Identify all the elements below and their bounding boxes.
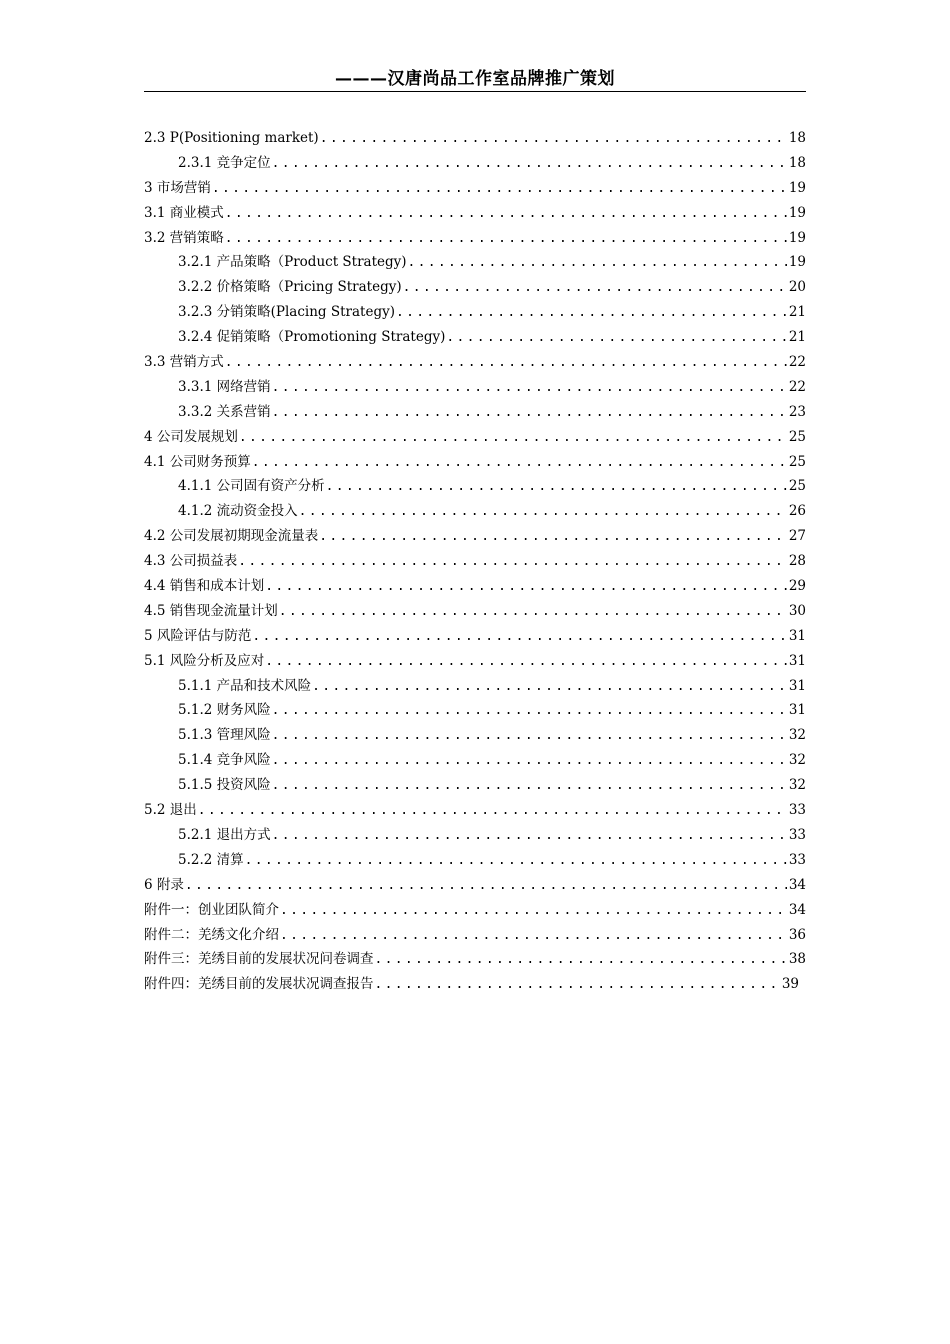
toc-entry-label: 5.1.4 竞争风险: [178, 752, 271, 769]
toc-entry[interactable]: [144, 649, 806, 674]
toc-dot-leader: [312, 675, 787, 699]
toc-entry-label: 附件三：羌绣目前的发展状况问卷调查: [144, 951, 374, 968]
toc-entry-label: 附件四：羌绣目前的发展状况调查报告: [144, 976, 374, 993]
toc-entry-label: 3.2 营销策略: [144, 229, 224, 246]
toc-entry-page-number: 28: [788, 553, 806, 570]
toc-entry-page-number: 29: [788, 578, 806, 595]
toc-entry-page-number: 19: [788, 204, 806, 221]
toc-entry[interactable]: [144, 250, 806, 275]
toc-dot-leader: [265, 650, 787, 674]
toc-entry-page-number: 18: [788, 130, 806, 146]
toc-dot-leader: [280, 899, 787, 923]
toc-entry-page-number: 36: [788, 926, 806, 943]
toc-entry-page-number: 33: [788, 826, 806, 843]
toc-entry-page-number: 18: [788, 154, 806, 171]
toc-entry[interactable]: [144, 748, 806, 773]
toc-entry-page-number: 27: [788, 528, 806, 545]
toc-entry[interactable]: [144, 126, 806, 151]
toc-entry-label: 5.1.5 投资风险: [178, 777, 271, 794]
toc-dot-leader: [225, 351, 787, 375]
toc-entry[interactable]: [144, 947, 806, 972]
toc-entry-page-number: 25: [788, 478, 806, 495]
toc-entry-page-number: 31: [788, 677, 806, 694]
toc-entry-label: 5.1.2 财务风险: [178, 702, 271, 719]
toc-dot-leader: [272, 824, 787, 848]
toc-entry-page-number: 25: [788, 453, 806, 470]
toc-dot-leader: [279, 600, 787, 624]
toc-entry[interactable]: [144, 823, 806, 848]
toc-entry-label: 4.1.2 流动资金投入: [178, 503, 298, 520]
toc-entry[interactable]: [144, 499, 806, 524]
toc-entry[interactable]: [144, 201, 806, 226]
toc-dot-leader: [252, 625, 786, 649]
toc-entry[interactable]: [144, 698, 806, 723]
toc-dot-leader: [319, 525, 787, 549]
toc-entry[interactable]: [144, 674, 806, 699]
toc-entry-label: 4 公司发展规划: [144, 428, 238, 445]
toc-entry-page-number: 25: [788, 428, 806, 445]
toc-dot-leader: [375, 948, 787, 972]
toc-dot-leader: [238, 550, 787, 574]
toc-entry-page-number: 23: [788, 403, 806, 420]
toc-entry[interactable]: [144, 450, 806, 475]
toc-dot-leader: [408, 251, 787, 275]
toc-entry-page-number: 32: [788, 777, 806, 794]
toc-entry-label: 4.4 销售和成本计划: [144, 578, 265, 595]
toc-entry[interactable]: [144, 400, 806, 425]
toc-dot-leader: [272, 724, 787, 748]
toc-entry-label: 5.1 风险分析及应对: [144, 652, 265, 669]
toc-dot-leader: [252, 451, 787, 475]
toc-entry[interactable]: [144, 574, 806, 599]
toc-entry-page-number: 33: [788, 802, 806, 819]
toc-entry[interactable]: [144, 723, 806, 748]
running-header-title: ———汉唐尚品工作室品牌推广策划: [335, 69, 615, 89]
toc-dot-leader: [320, 127, 787, 151]
toc-entry-label: 5 风险评估与防范: [144, 627, 252, 644]
toc-dot-leader: [326, 475, 787, 499]
toc-entry[interactable]: [144, 599, 806, 624]
toc-entry-label: 4.2 公司发展初期现金流量表: [144, 528, 319, 545]
toc-entry[interactable]: [144, 176, 806, 201]
toc-entry-page-number: 26: [788, 503, 806, 520]
toc-dot-leader: [272, 749, 787, 773]
toc-entry[interactable]: [144, 848, 806, 873]
toc-entry[interactable]: [144, 425, 806, 450]
toc-entry-label: 5.2 退出: [144, 802, 197, 819]
toc-dot-leader: [446, 326, 786, 350]
toc-entry[interactable]: [144, 898, 806, 923]
toc-entry[interactable]: [144, 325, 806, 350]
toc-entry-page-number: 21: [788, 304, 806, 321]
toc-entry-label: 5.2.1 退出方式: [178, 826, 271, 843]
table-of-contents: [144, 126, 806, 997]
toc-entry-label: 5.2.2 清算: [178, 851, 244, 868]
toc-dot-leader: [225, 202, 787, 226]
toc-entry-label: 4.1 公司财务预算: [144, 453, 251, 470]
toc-entry[interactable]: [144, 151, 806, 176]
toc-entry-label: 2.3 P(Positioning market): [144, 130, 319, 146]
toc-entry-label: 4.3 公司损益表: [144, 553, 238, 570]
toc-dot-leader: [198, 799, 787, 823]
toc-entry-label: 3.3 营销方式: [144, 354, 224, 371]
toc-dot-leader: [403, 276, 787, 300]
toc-dot-leader: [299, 500, 787, 524]
toc-entry[interactable]: [144, 275, 806, 300]
toc-dot-leader: [375, 973, 780, 997]
toc-entry-page-number: 21: [788, 329, 806, 346]
toc-entry[interactable]: [144, 873, 806, 898]
toc-entry[interactable]: [144, 226, 806, 251]
toc-dot-leader: [280, 924, 787, 948]
toc-entry-page-number: 19: [788, 229, 806, 246]
toc-entry-label: 5.1.3 管理风险: [178, 727, 271, 744]
toc-dot-leader: [245, 849, 787, 873]
toc-dot-leader: [265, 575, 787, 599]
toc-entry[interactable]: [144, 375, 806, 400]
toc-entry-label: 3.2.2 价格策略（Pricing Strategy): [178, 279, 402, 296]
toc-entry-page-number: 31: [788, 702, 806, 719]
toc-entry[interactable]: [144, 798, 806, 823]
toc-entry-label: 4.5 销售现金流量计划: [144, 602, 278, 619]
toc-entry[interactable]: [144, 474, 806, 499]
toc-entry-label: 6 附录: [144, 876, 184, 893]
toc-entry-page-number: 34: [788, 901, 806, 918]
toc-dot-leader: [396, 301, 787, 325]
toc-entry-label: 3.2.3 分销策略(Placing Strategy): [178, 304, 395, 321]
toc-entry-page-number: 38: [788, 951, 806, 968]
toc-entry-page-number: 31: [788, 627, 806, 644]
toc-entry-label: 5.1.1 产品和技术风险: [178, 677, 312, 694]
toc-entry-page-number: 19: [788, 179, 806, 196]
toc-entry-page-number: 31: [788, 652, 806, 669]
toc-entry[interactable]: [144, 549, 806, 574]
toc-dot-leader: [272, 376, 787, 400]
toc-entry-label: 3.3.1 网络营销: [178, 378, 271, 395]
toc-entry-page-number: 20: [788, 279, 806, 296]
toc-entry-label: 附件一：创业团队简介: [144, 901, 279, 918]
toc-entry-label: 3.2.1 产品策略（Product Strategy): [178, 254, 407, 271]
toc-entry[interactable]: [144, 773, 806, 798]
toc-entry-page-number: 22: [788, 378, 806, 395]
toc-entry-page-number: 22: [788, 354, 806, 371]
toc-entry-label: 4.1.1 公司固有资产分析: [178, 478, 325, 495]
toc-dot-leader: [239, 426, 787, 450]
toc-entry-page-number: 32: [788, 752, 806, 769]
toc-dot-leader: [185, 874, 787, 898]
toc-entry[interactable]: [144, 972, 799, 997]
header-rule: [144, 91, 806, 92]
toc-entry-label: 2.3.1 竞争定位: [178, 154, 271, 171]
toc-entry-page-number: 33: [788, 851, 806, 868]
toc-dot-leader: [272, 152, 787, 176]
toc-dot-leader: [272, 774, 787, 798]
toc-entry-page-number: 19: [788, 254, 806, 271]
toc-entry-label: 3.2.4 促销策略（Promotioning Strategy): [178, 329, 446, 346]
toc-entry-label: 3.1 商业模式: [144, 204, 224, 221]
toc-entry-page-number: 30: [788, 602, 806, 619]
toc-entry-label: 3.3.2 关系营销: [178, 403, 271, 420]
toc-entry-page-number: 34: [788, 876, 806, 893]
toc-entry-label: 附件二：羌绣文化介绍: [144, 926, 279, 943]
toc-entry-page-number: 32: [788, 727, 806, 744]
toc-dot-leader: [272, 699, 787, 723]
toc-dot-leader: [272, 401, 787, 425]
toc-dot-leader: [225, 227, 787, 251]
toc-entry-page-number: 39: [781, 976, 799, 993]
toc-entry[interactable]: [144, 300, 806, 325]
toc-entry[interactable]: [144, 923, 806, 948]
toc-entry[interactable]: [144, 350, 806, 375]
toc-entry-label: 3 市场营销: [144, 179, 211, 196]
toc-entry[interactable]: [144, 624, 806, 649]
toc-dot-leader: [212, 177, 787, 201]
toc-entry[interactable]: [144, 524, 806, 549]
